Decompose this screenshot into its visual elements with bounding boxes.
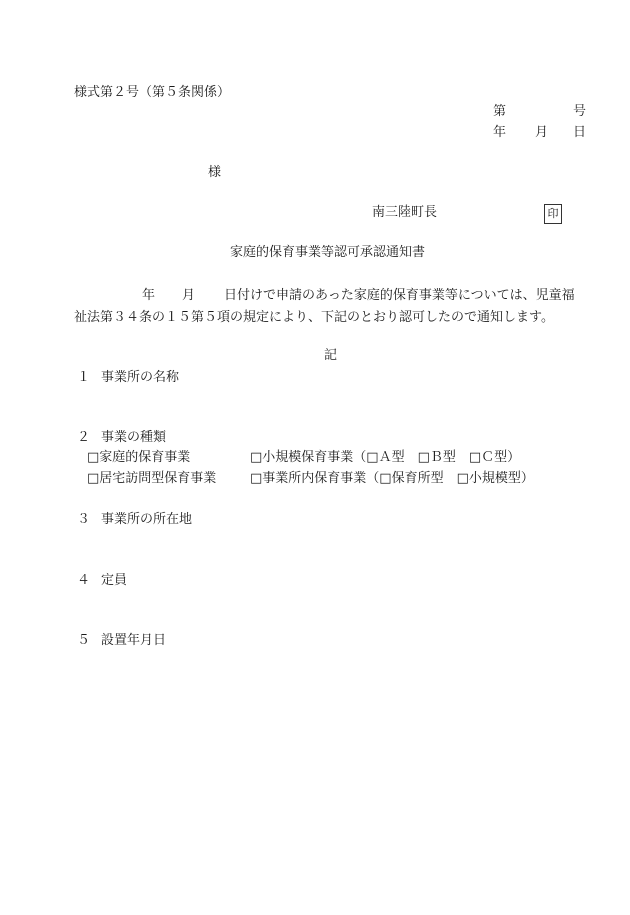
item-3-number: ３ (77, 512, 91, 527)
item-2-number: ２ (77, 430, 91, 445)
form-number: 様式第２号（第５条関係） (74, 85, 231, 100)
date-month: 月 (535, 125, 549, 140)
body-year: 年 (142, 288, 156, 303)
item-4-number: ４ (77, 573, 91, 588)
item-3-label: 事業所の所在地 (101, 512, 193, 527)
type-small-scale: □小規模保育事業（□Ａ型 □Ｂ型 □Ｃ型） (250, 450, 521, 465)
document-title: 家庭的保育事業等認可承認通知書 (230, 245, 426, 260)
ki-heading: 記 (324, 348, 338, 363)
item-4-label: 定員 (101, 573, 128, 588)
date-day: 日 (573, 125, 587, 140)
item-1-label: 事業所の名称 (101, 370, 180, 385)
item-2-label: 事業の種類 (101, 430, 167, 445)
type-family-daycare: □家庭的保育事業 (87, 450, 191, 465)
type-workplace: □事業所内保育事業（□保育所型 □小規模型） (250, 471, 534, 486)
seal-mark: 印 (544, 204, 562, 224)
body-month: 月 (182, 288, 196, 303)
doc-number-prefix: 第 (493, 104, 507, 119)
type-home-visit: □居宅訪問型保育事業 (87, 471, 217, 486)
item-5-number: ５ (77, 633, 91, 648)
doc-number-suffix: 号 (573, 104, 587, 119)
item-1-number: １ (77, 370, 91, 385)
body-line2: 祉法第３４条の１５第５項の規定により、下記のとおり認可したので通知します。 (74, 310, 554, 325)
recipient-honorific: 様 (208, 165, 222, 180)
body-line1: 日付けで申請のあった家庭的保育事業等については、児童福 (224, 288, 575, 303)
item-5-label: 設置年月日 (101, 633, 167, 648)
date-year: 年 (493, 125, 507, 140)
issuer-name: 南三陸町長 (372, 205, 438, 220)
